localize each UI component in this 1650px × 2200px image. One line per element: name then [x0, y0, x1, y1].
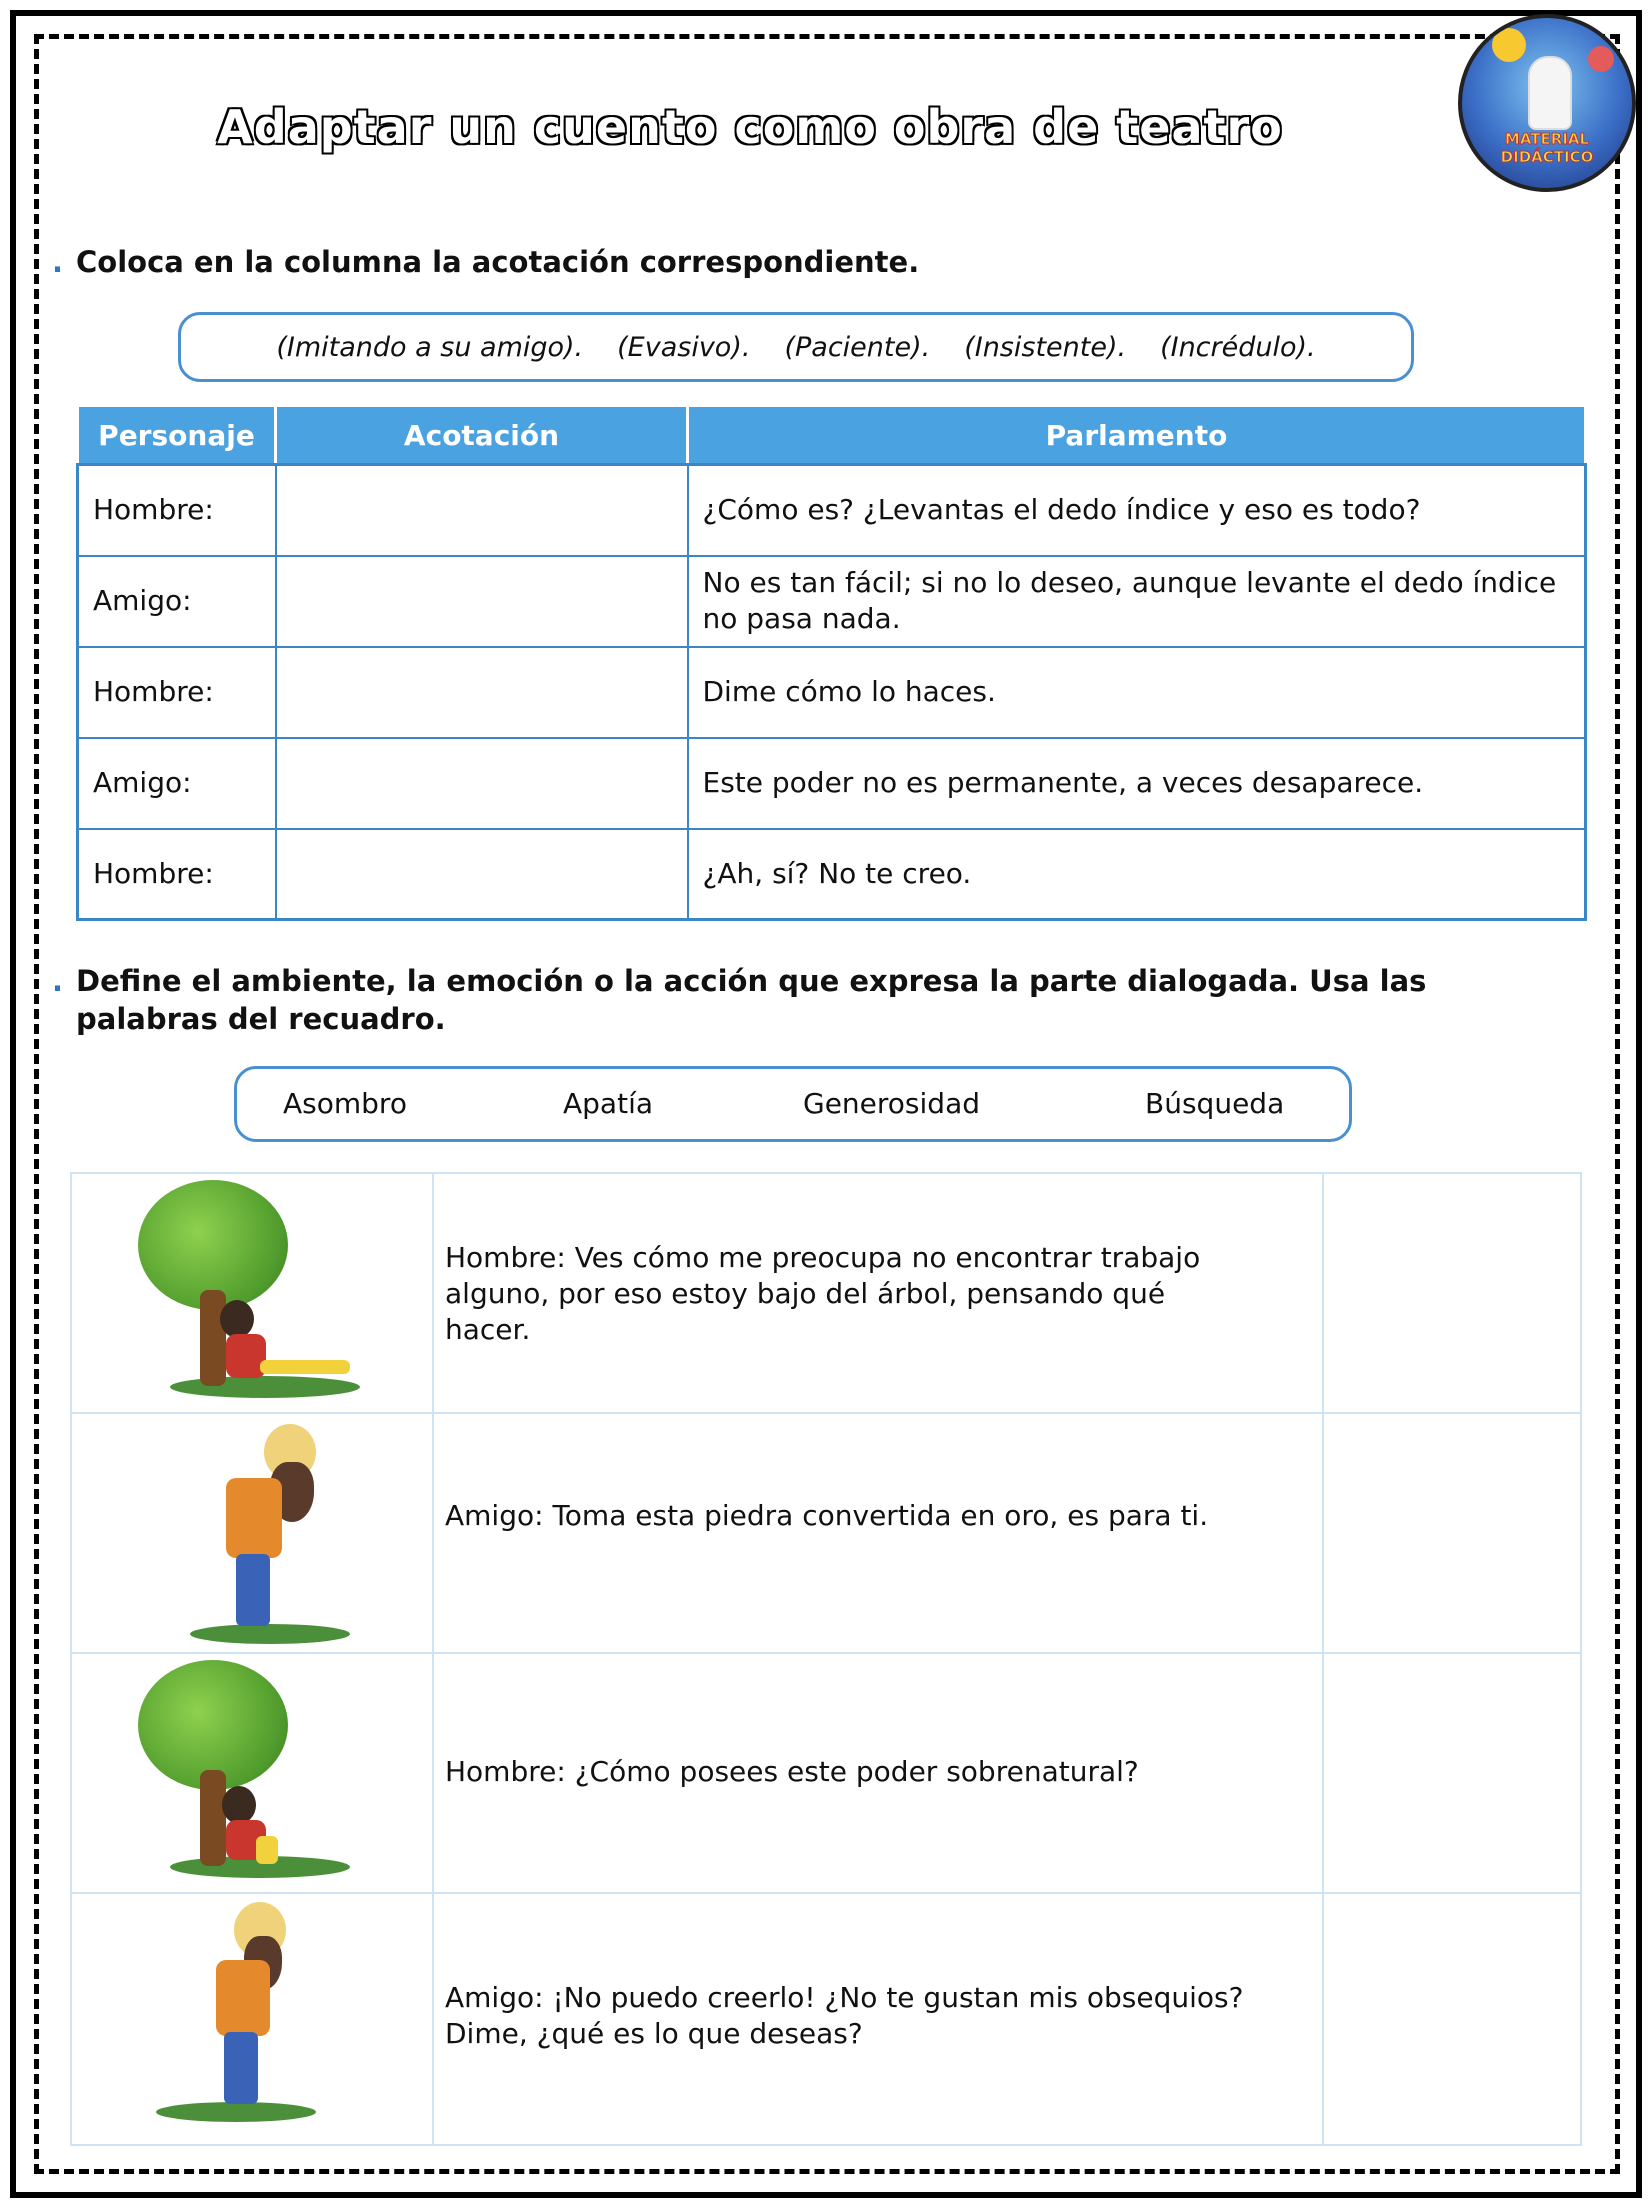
dialogue-text-1: Hombre: Ves cómo me preocupa no encontrar trabajo alguno, por eso estoy bajo del árbol, pensando qué hacer.: [445, 1241, 1201, 1346]
logo-text: MATERIAL DIDÁCTICO: [1500, 130, 1594, 166]
acotacion-cell[interactable]: [276, 829, 688, 920]
parlamento-cell: ¿Ah, sí? No te creo.: [688, 829, 1586, 920]
acotacion-cell[interactable]: [276, 738, 688, 829]
header-parlamento: Parlamento: [688, 406, 1586, 465]
option-2: (Evasivo).: [617, 331, 751, 363]
acotacion-cell[interactable]: [276, 647, 688, 738]
dialogue-text-4: Amigo: ¡No puedo creerlo! ¿No te gustan mis obsequios? Dime, ¿qué es lo que deseas?: [445, 1981, 1244, 2050]
page-title: Adaptar un cuento como obra de teatro: [217, 100, 1283, 154]
table-row: [78, 738, 1586, 829]
parlamento-cell: Dime cómo lo haces.: [688, 647, 1586, 738]
option-5: (Incrédulo).: [1160, 331, 1316, 363]
parlamento-cell: No es tan fácil; si no lo deseo, aunque levante el dedo índice no pasa nada.: [688, 556, 1586, 647]
acotacion-cell[interactable]: [276, 465, 688, 556]
personaje-cell: Hombre:: [78, 829, 276, 920]
astronaut-icon: [1528, 56, 1572, 130]
parlamento-cell: ¿Cómo es? ¿Levantas el dedo índice y eso es todo?: [688, 465, 1586, 556]
header-acotacion: Acotación: [276, 406, 688, 465]
personaje-cell: Amigo:: [78, 738, 276, 829]
personaje-cell: Hombre:: [78, 465, 276, 556]
personaje-cell: Hombre:: [78, 647, 276, 738]
option-4: (Insistente).: [964, 331, 1127, 363]
table-row: [78, 556, 1586, 647]
material-didactico-logo: [1458, 14, 1636, 192]
option-3: (Paciente).: [784, 331, 931, 363]
sun-icon: [1492, 28, 1526, 62]
personaje-cell: Amigo:: [78, 556, 276, 647]
word-1: Asombro: [283, 1087, 407, 1120]
words-box: [234, 1066, 1352, 1142]
word-3: Generosidad: [803, 1087, 980, 1120]
dialogue-table: [76, 404, 1587, 921]
table-row: [78, 829, 1586, 920]
dialogue-text-2: Amigo: Toma esta piedra convertida en oro, es para ti.: [445, 1499, 1209, 1532]
word-4: Búsqueda: [1145, 1087, 1285, 1120]
instruction-1: . Coloca en la columna la acotación correspondiente.: [52, 245, 920, 279]
bearded-friend-icon: [150, 1896, 340, 2126]
parlamento-cell: Este poder no es permanente, a veces desaparece.: [688, 738, 1586, 829]
bearded-friend-icon: [180, 1418, 370, 1648]
word-2: Apatía: [563, 1087, 654, 1120]
acotacion-cell[interactable]: [276, 556, 688, 647]
man-under-tree-icon: [130, 1180, 370, 1400]
instruction-2: . Define el ambiente, la emoción o la acción que expresa la parte dialogada. Usa las palabras del recuadro.: [52, 964, 1427, 1036]
table-row: [78, 465, 1586, 556]
acotaciones-box: [178, 312, 1414, 382]
dialogue-text-3: Hombre: ¿Cómo posees este poder sobrenatural?: [445, 1755, 1139, 1788]
man-under-tree-icon: [130, 1660, 370, 1880]
planet-icon: [1588, 46, 1614, 72]
header-personaje: Personaje: [78, 406, 276, 465]
option-1: (Imitando a su amigo).: [276, 331, 584, 363]
table-row: [78, 647, 1586, 738]
